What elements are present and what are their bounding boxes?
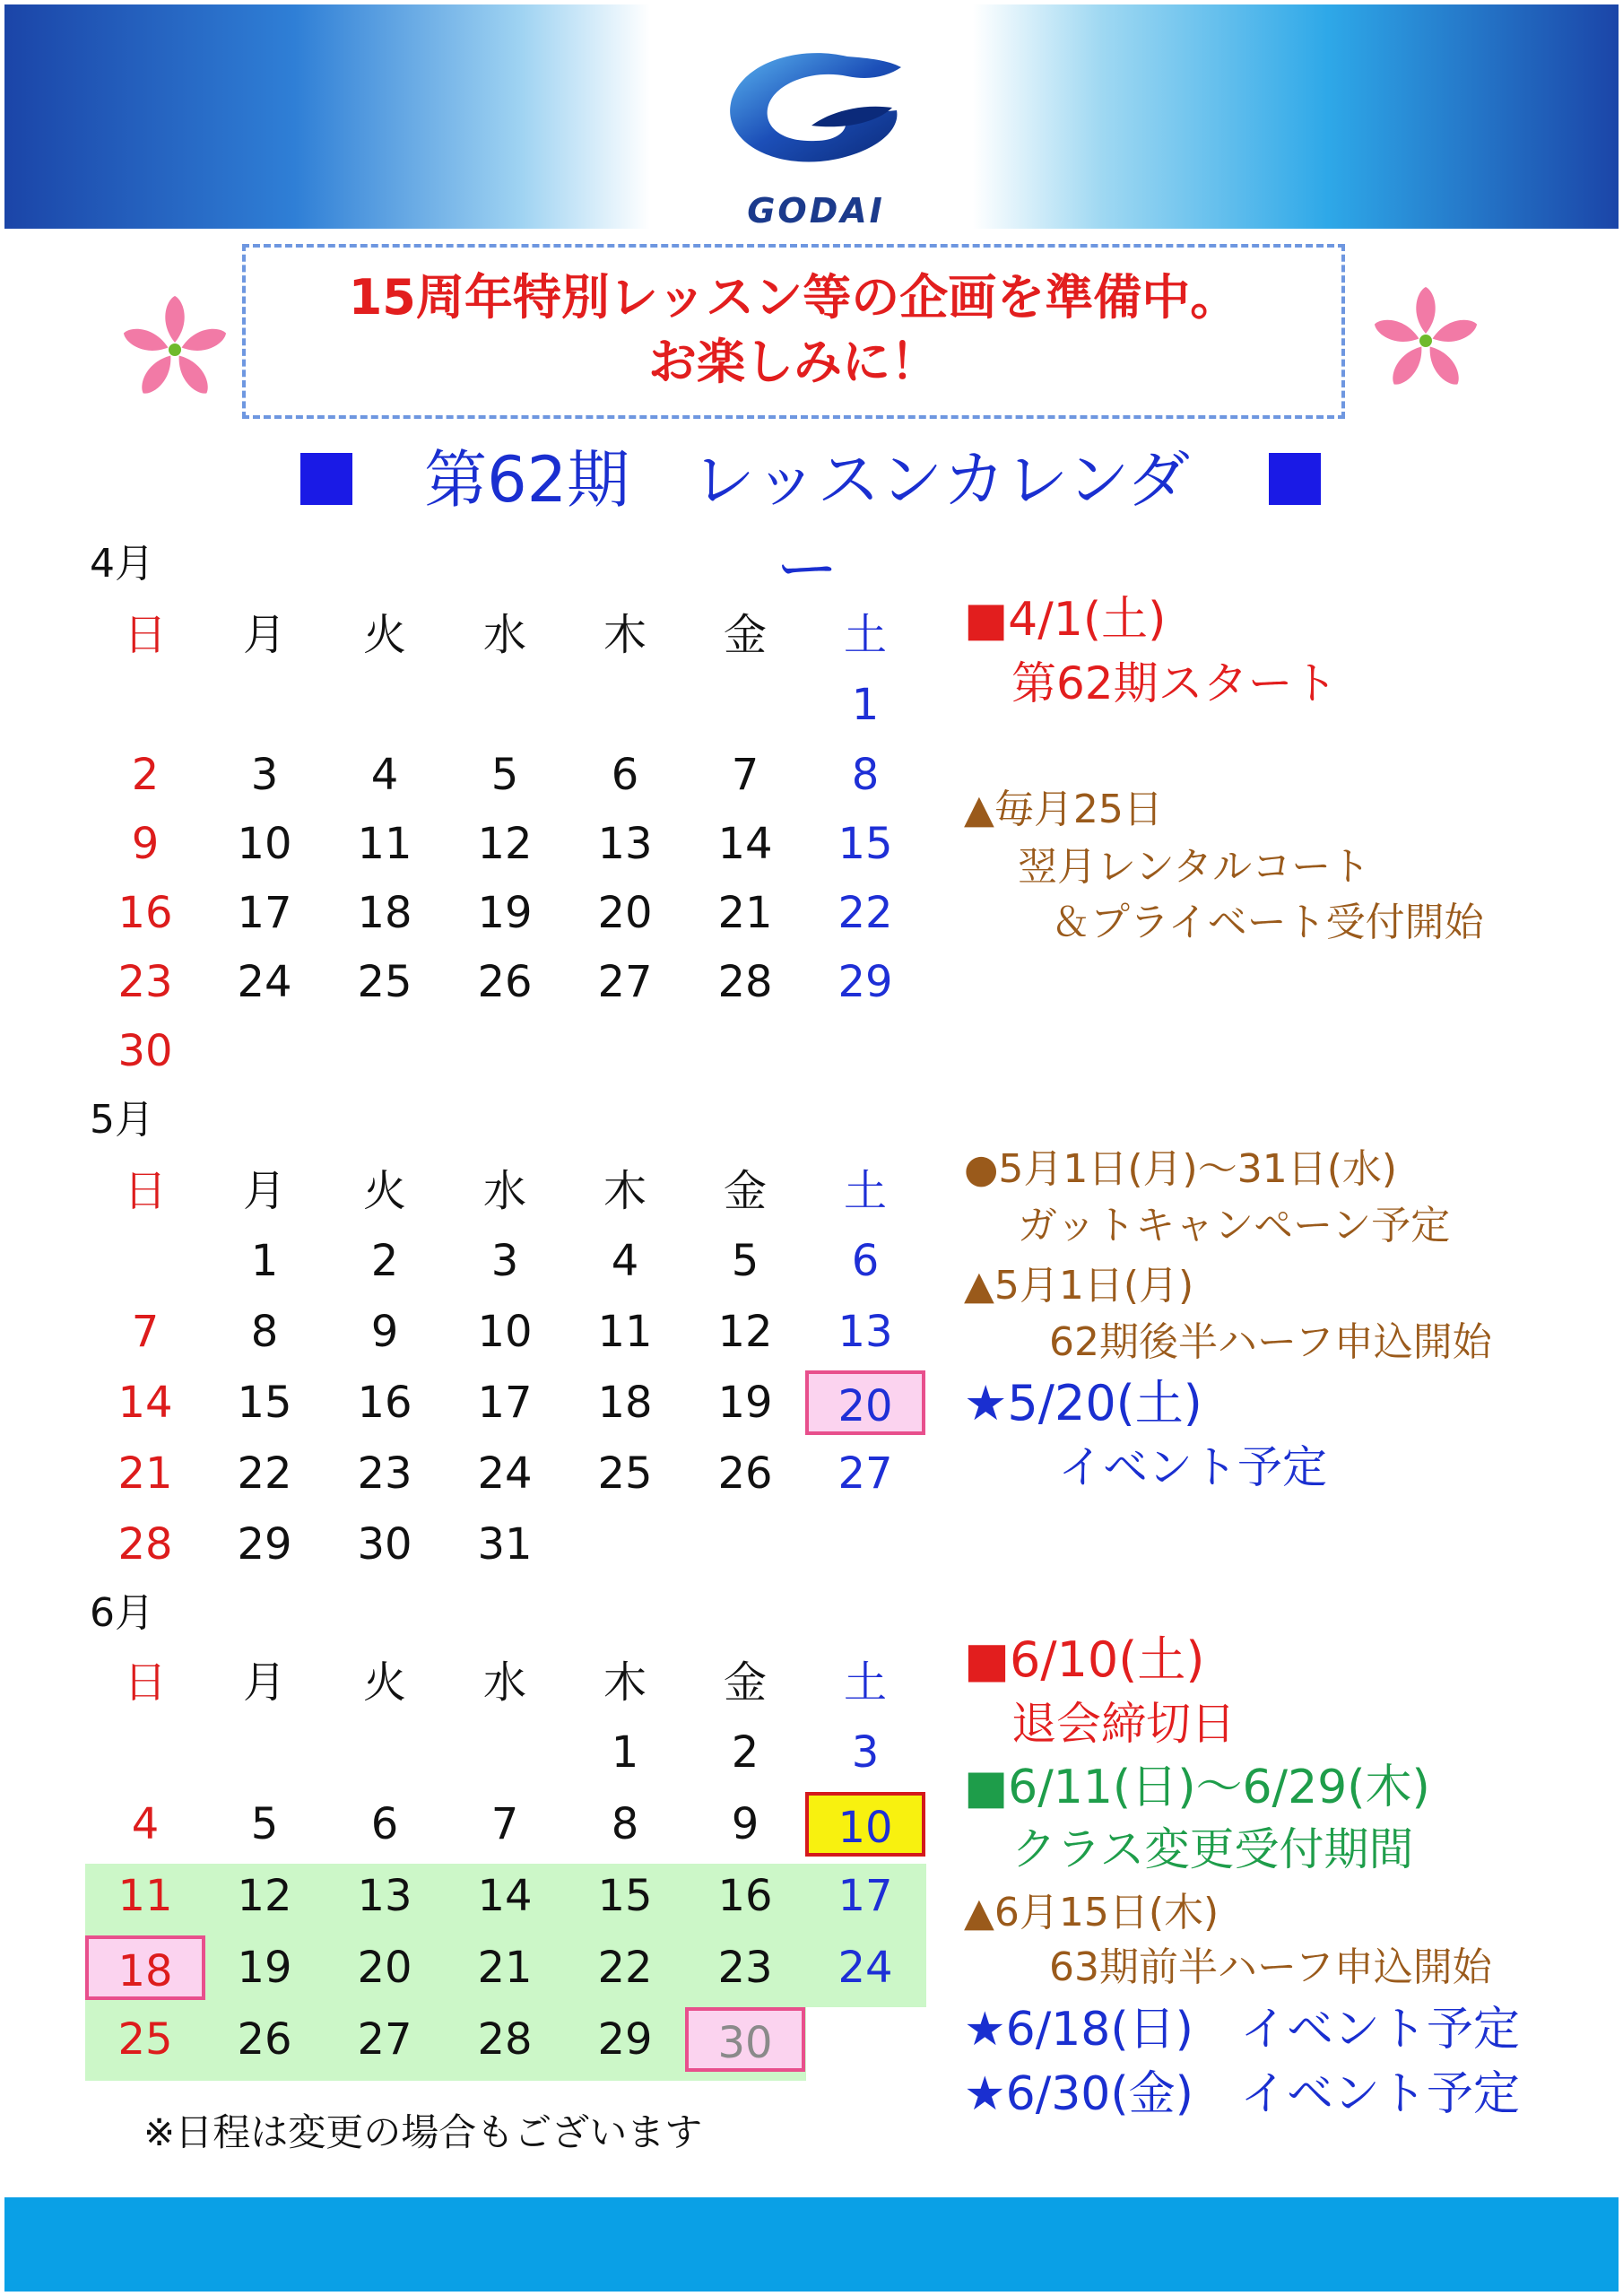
godai-logo-mark-icon [713,40,919,188]
calendar-day: 26 [717,1448,773,1499]
weekday-header: 金 [723,1166,767,1216]
calendar-day: 20 [805,1370,925,1435]
calendar-day: 25 [597,1448,653,1499]
header-banner [4,4,1619,229]
note-april-line: 第62期スタート [1011,657,1338,709]
note-may-line: 62期後半ハーフ申込開始 [1049,1319,1492,1365]
note-april-line: ▲毎月25日 [964,787,1163,832]
note-april-line: 翌月レンタルコート [1018,844,1371,890]
calendar-day: 14 [117,1378,173,1428]
note-june-line: クラス変更受付期間 [1011,1823,1414,1875]
calendar-day: 27 [357,2014,412,2065]
calendar-day: 4 [370,750,399,800]
calendar-day: 19 [237,1943,292,1993]
calendar-day: 30 [685,2007,805,2072]
godai-logo [713,40,919,229]
calendar-day: 29 [597,2014,653,2065]
note-may-line: ガットキャンペーン予定 [1018,1203,1451,1248]
calendar-day: 16 [357,1378,412,1428]
calendar-day: 18 [85,1935,205,2000]
weekday-header: 土 [843,1657,887,1708]
calendar-day: 13 [597,819,653,869]
note-june-line: ■6/11(日)～6/29(木) [964,1761,1430,1814]
calendar-day: 7 [731,750,759,800]
calendar-day: 7 [490,1799,519,1849]
calendar-day: 1 [250,1236,279,1286]
note-june-line: ★6/30(金) イベント予定 [964,2067,1520,2121]
weekday-header: 火 [362,610,406,660]
calendar-day: 22 [597,1943,653,1993]
announcement-box [242,244,1345,419]
calendar-day: 16 [117,888,173,938]
calendar-day: 3 [851,1727,880,1778]
calendar-day: 11 [597,1307,653,1357]
calendar-day: 22 [237,1448,292,1499]
note-june-line: 退会締切日 [1011,1698,1236,1750]
calendar-day: 31 [477,1519,533,1570]
note-april-line: ■4/1(土) [964,593,1167,647]
calendar-day: 3 [250,750,279,800]
calendar-day: 1 [851,680,880,730]
weekday-header: 木 [603,1657,647,1708]
weekday-header: 木 [603,610,647,660]
calendar-day: 22 [838,888,893,938]
calendar-day: 23 [357,1448,412,1499]
calendar-day: 12 [717,1307,773,1357]
calendar-day: 23 [117,957,173,1007]
calendar-title: 第62期 レッスンカレンダー [424,443,1190,606]
calendar-day: 28 [477,2014,533,2065]
calendar-day: 8 [250,1307,279,1357]
calendar-day: 18 [357,888,412,938]
sakura-flower-left-icon [117,291,233,408]
calendar-day: 14 [717,819,773,869]
calendar-day: 15 [237,1378,292,1428]
calendar-day: 26 [237,2014,292,2065]
month-label: 6月 [90,1590,154,1636]
calendar-day: 7 [131,1307,160,1357]
weekday-header: 水 [482,1166,526,1216]
weekday-header: 月 [242,1166,286,1216]
calendar-day: 27 [597,957,653,1007]
weekday-header: 月 [242,610,286,660]
weekday-header: 木 [603,1166,647,1216]
logo-text: GODAI [747,191,885,230]
weekday-header: 金 [723,610,767,660]
calendar-day: 25 [117,2014,173,2065]
calendar-day: 29 [838,957,893,1007]
calendar-day: 19 [717,1378,773,1428]
calendar-day: 24 [237,957,292,1007]
weekday-header: 土 [843,610,887,660]
weekday-header: 火 [362,1657,406,1708]
weekday-header: 日 [123,610,167,660]
calendar-day: 6 [851,1236,880,1286]
weekday-header: 土 [843,1166,887,1216]
calendar-day: 14 [477,1871,533,1921]
calendar-day: 18 [597,1378,653,1428]
calendar-day: 21 [717,888,773,938]
calendar-day: 17 [477,1378,533,1428]
calendar-day: 2 [370,1236,399,1286]
calendar-day: 11 [357,819,412,869]
calendar-day: 20 [597,888,653,938]
calendar-day: 11 [117,1871,173,1921]
weekday-header: 水 [482,1657,526,1708]
calendar-day: 21 [117,1448,173,1499]
calendar-day: 5 [490,750,519,800]
footer-band [4,2197,1619,2292]
calendar-day: 20 [357,1943,412,1993]
calendar-day: 4 [131,1799,160,1849]
calendar-day: 2 [731,1727,759,1778]
calendar-day: 15 [597,1871,653,1921]
calendar-day: 28 [717,957,773,1007]
calendar-day: 15 [838,819,893,869]
weekday-header: 日 [123,1657,167,1708]
note-may-line: ▲5月1日(月) [964,1263,1194,1309]
title-square-right-icon [1269,453,1321,505]
calendar-day: 10 [477,1307,533,1357]
calendar-day: 24 [838,1943,893,1993]
calendar-day: 19 [477,888,533,938]
announcement-line-2: お楽しみに！ [648,334,939,390]
note-may-line: イベント予定 [1058,1441,1327,1493]
note-april-line: ＆プライベート受付開始 [1051,900,1484,945]
calendar-day: 4 [611,1236,639,1286]
calendar-day: 27 [838,1448,893,1499]
weekday-header: 月 [242,1657,286,1708]
calendar-day: 29 [237,1519,292,1570]
calendar-day: 12 [237,1871,292,1921]
calendar-day: 30 [117,1026,173,1076]
calendar-day: 10 [805,1792,925,1857]
calendar-day: 5 [731,1236,759,1286]
month-label: 4月 [90,541,154,587]
calendar-day: 25 [357,957,412,1007]
month-label: 5月 [90,1097,154,1143]
calendar-day: 9 [370,1307,399,1357]
calendar-day: 17 [237,888,292,938]
footnote: ※日程は変更の場合もございます [143,2110,703,2154]
note-june-line: 63期前半ハーフ申込開始 [1049,1944,1492,1990]
calendar-day: 23 [717,1943,773,1993]
calendar-day: 9 [131,819,160,869]
calendar-day: 6 [611,750,639,800]
calendar-day: 1 [611,1727,639,1778]
calendar-day: 13 [838,1307,893,1357]
announcement-line-1: 15周年特別レッスン等の企画を準備中。 [348,269,1239,326]
title-square-left-icon [300,453,352,505]
calendar-day: 2 [131,750,160,800]
note-june-line: ★6/18(日) イベント予定 [964,2003,1520,2057]
calendar-day: 26 [477,957,533,1007]
weekday-header: 日 [123,1166,167,1216]
note-may-line: ●5月1日(月)～31日(水) [964,1146,1398,1192]
calendar-day: 8 [611,1799,639,1849]
weekday-header: 金 [723,1657,767,1708]
calendar-day: 5 [250,1799,279,1849]
note-may-line: ★5/20(土) [964,1375,1202,1431]
calendar-day: 10 [237,819,292,869]
calendar-day: 6 [370,1799,399,1849]
calendar-day: 12 [477,819,533,869]
calendar-day: 24 [477,1448,533,1499]
calendar-day: 9 [731,1799,759,1849]
note-june-line: ▲6月15日(木) [964,1890,1219,1935]
calendar-day: 8 [851,750,880,800]
calendar-day: 13 [357,1871,412,1921]
note-june-line: ■6/10(土) [964,1631,1205,1688]
calendar-title-row [296,435,1327,606]
calendar-day: 17 [838,1871,893,1921]
weekday-header: 火 [362,1166,406,1216]
weekday-header: 水 [482,610,526,660]
calendar-day: 16 [717,1871,773,1921]
calendar-day: 30 [357,1519,412,1570]
calendar-day: 3 [490,1236,519,1286]
calendar-day: 21 [477,1943,533,1993]
calendar-day: 28 [117,1519,173,1570]
sakura-flower-right-icon [1367,283,1484,399]
